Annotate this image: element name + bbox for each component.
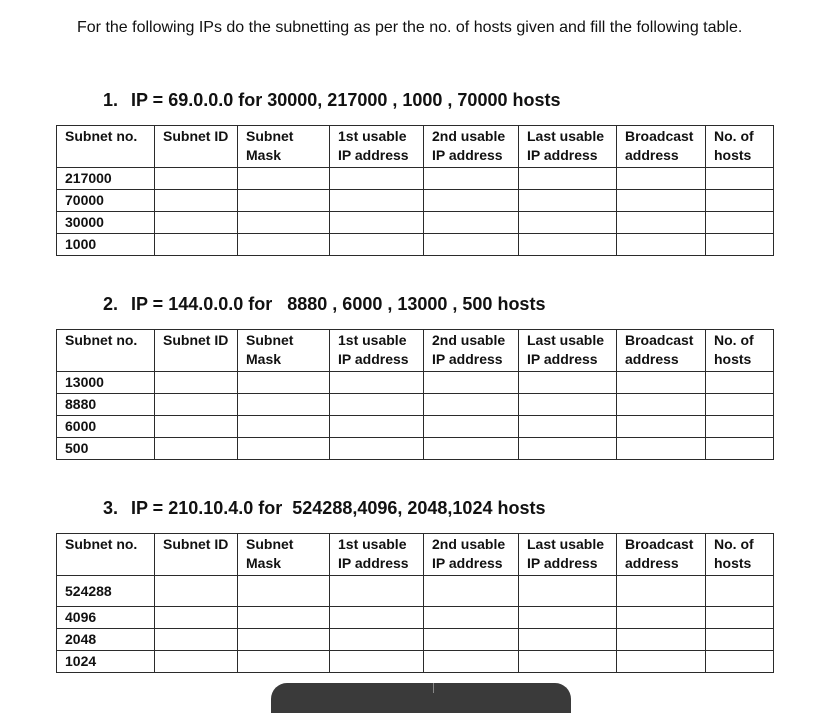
col-subnet-id: Subnet ID: [155, 330, 238, 372]
subnet-no-cell: 1024: [57, 651, 155, 673]
table-row: [57, 651, 774, 673]
table-header-row: [57, 534, 774, 576]
empty-cell[interactable]: [330, 576, 424, 607]
table-header-row: [57, 330, 774, 372]
subnet-no-cell: 30000: [57, 212, 155, 234]
empty-cell[interactable]: [519, 438, 617, 460]
subnet-table-1: [56, 125, 774, 256]
empty-cell[interactable]: [238, 607, 330, 629]
empty-cell[interactable]: [424, 651, 519, 673]
subnet-no-cell: 524288: [57, 576, 155, 607]
question-3-heading: [103, 497, 545, 519]
empty-cell[interactable]: [519, 394, 617, 416]
instruction-text: For the following IPs do the subnetting as per the no. of hosts given and fill the following table.: [77, 19, 743, 36]
col-last-usable: Last usable IP address: [519, 330, 617, 372]
subnet-table-3: [56, 533, 774, 673]
table-row: [57, 234, 774, 256]
empty-cell[interactable]: [617, 234, 706, 256]
empty-cell[interactable]: [330, 416, 424, 438]
col-subnet-id: Subnet ID: [155, 126, 238, 168]
col-subnet-no: Subnet no.: [57, 330, 155, 372]
empty-cell[interactable]: [706, 212, 774, 234]
toolbar-divider: [433, 683, 434, 693]
empty-cell[interactable]: [238, 651, 330, 673]
empty-cell[interactable]: [330, 629, 424, 651]
subnet-no-cell: 6000: [57, 416, 155, 438]
table-row: [57, 394, 774, 416]
empty-cell[interactable]: [706, 234, 774, 256]
empty-cell[interactable]: [155, 168, 238, 190]
subnet-no-cell: 70000: [57, 190, 155, 212]
table-row: [57, 438, 774, 460]
empty-cell[interactable]: [330, 651, 424, 673]
empty-cell[interactable]: [519, 212, 617, 234]
table-row: [57, 576, 774, 607]
empty-cell[interactable]: [330, 438, 424, 460]
col-second-usable: 2nd usable IP address: [424, 126, 519, 168]
col-broadcast: Broadcast address: [617, 534, 706, 576]
empty-cell[interactable]: [238, 438, 330, 460]
empty-cell[interactable]: [706, 651, 774, 673]
empty-cell[interactable]: [238, 416, 330, 438]
col-last-usable: Last usable IP address: [519, 126, 617, 168]
empty-cell[interactable]: [617, 651, 706, 673]
empty-cell[interactable]: [238, 234, 330, 256]
empty-cell[interactable]: [155, 394, 238, 416]
question-number: 3.: [103, 498, 119, 518]
empty-cell[interactable]: [424, 372, 519, 394]
empty-cell[interactable]: [238, 372, 330, 394]
col-first-usable: 1st usable IP address: [330, 534, 424, 576]
empty-cell[interactable]: [519, 234, 617, 256]
col-subnet-mask: Subnet Mask: [238, 330, 330, 372]
empty-cell[interactable]: [155, 190, 238, 212]
table-header-row: [57, 126, 774, 168]
subnet-table-2: [56, 329, 774, 460]
col-subnet-id: Subnet ID: [155, 534, 238, 576]
empty-cell[interactable]: [155, 651, 238, 673]
subnet-no-cell: 4096: [57, 607, 155, 629]
empty-cell[interactable]: [155, 212, 238, 234]
col-first-usable: 1st usable IP address: [330, 330, 424, 372]
empty-cell[interactable]: [519, 416, 617, 438]
col-first-usable: 1st usable IP address: [330, 126, 424, 168]
empty-cell[interactable]: [617, 629, 706, 651]
empty-cell[interactable]: [424, 576, 519, 607]
empty-cell[interactable]: [238, 212, 330, 234]
empty-cell[interactable]: [238, 394, 330, 416]
bottom-toolbar[interactable]: [271, 683, 571, 713]
empty-cell[interactable]: [617, 190, 706, 212]
question-text: IP = 210.10.4.0 for 524288,4096, 2048,1024 hosts: [131, 498, 546, 518]
empty-cell[interactable]: [155, 416, 238, 438]
empty-cell[interactable]: [155, 234, 238, 256]
col-hosts: No. of hosts: [706, 126, 774, 168]
empty-cell[interactable]: [155, 438, 238, 460]
empty-cell[interactable]: [519, 629, 617, 651]
empty-cell[interactable]: [706, 438, 774, 460]
col-second-usable: 2nd usable IP address: [424, 534, 519, 576]
table-row: [57, 372, 774, 394]
empty-cell[interactable]: [617, 607, 706, 629]
col-last-usable: Last usable IP address: [519, 534, 617, 576]
col-broadcast: Broadcast address: [617, 126, 706, 168]
empty-cell[interactable]: [706, 372, 774, 394]
subnet-no-cell: 217000: [57, 168, 155, 190]
empty-cell[interactable]: [706, 576, 774, 607]
empty-cell[interactable]: [617, 438, 706, 460]
question-text: IP = 69.0.0.0 for 30000, 217000 , 1000 , 70000 hosts: [131, 90, 561, 110]
col-subnet-no: Subnet no.: [57, 534, 155, 576]
subnet-no-cell: 1000: [57, 234, 155, 256]
table-row: [57, 190, 774, 212]
empty-cell[interactable]: [238, 168, 330, 190]
empty-cell[interactable]: [519, 576, 617, 607]
question-text: IP = 144.0.0.0 for 8880 , 6000 , 13000 , 500 hosts: [131, 294, 546, 314]
table-row: [57, 168, 774, 190]
empty-cell[interactable]: [706, 190, 774, 212]
empty-cell[interactable]: [706, 394, 774, 416]
col-subnet-mask: Subnet Mask: [238, 534, 330, 576]
col-hosts: No. of hosts: [706, 330, 774, 372]
empty-cell[interactable]: [424, 168, 519, 190]
empty-cell[interactable]: [330, 168, 424, 190]
empty-cell[interactable]: [238, 576, 330, 607]
question-2-heading: [103, 293, 545, 315]
empty-cell[interactable]: [424, 629, 519, 651]
empty-cell[interactable]: [519, 372, 617, 394]
empty-cell[interactable]: [519, 168, 617, 190]
empty-cell[interactable]: [330, 607, 424, 629]
subnet-no-cell: 500: [57, 438, 155, 460]
empty-cell[interactable]: [617, 168, 706, 190]
table-row: [57, 607, 774, 629]
empty-cell[interactable]: [330, 190, 424, 212]
subnet-no-cell: 2048: [57, 629, 155, 651]
empty-cell[interactable]: [617, 394, 706, 416]
empty-cell[interactable]: [155, 372, 238, 394]
table-row: [57, 629, 774, 651]
empty-cell[interactable]: [617, 212, 706, 234]
empty-cell[interactable]: [706, 607, 774, 629]
empty-cell[interactable]: [706, 168, 774, 190]
empty-cell[interactable]: [424, 438, 519, 460]
empty-cell[interactable]: [155, 576, 238, 607]
question-number: 1.: [103, 90, 119, 110]
empty-cell[interactable]: [519, 651, 617, 673]
col-subnet-no: Subnet no.: [57, 126, 155, 168]
empty-cell[interactable]: [330, 212, 424, 234]
subnet-no-cell: 13000: [57, 372, 155, 394]
empty-cell[interactable]: [617, 416, 706, 438]
empty-cell[interactable]: [424, 190, 519, 212]
empty-cell[interactable]: [519, 190, 617, 212]
empty-cell[interactable]: [238, 629, 330, 651]
empty-cell[interactable]: [424, 212, 519, 234]
empty-cell[interactable]: [155, 629, 238, 651]
empty-cell[interactable]: [330, 234, 424, 256]
col-subnet-mask: Subnet Mask: [238, 126, 330, 168]
col-second-usable: 2nd usable IP address: [424, 330, 519, 372]
col-broadcast: Broadcast address: [617, 330, 706, 372]
empty-cell[interactable]: [617, 372, 706, 394]
empty-cell[interactable]: [330, 372, 424, 394]
question-number: 2.: [103, 294, 119, 314]
col-hosts: No. of hosts: [706, 534, 774, 576]
subnet-no-cell: 8880: [57, 394, 155, 416]
empty-cell[interactable]: [330, 394, 424, 416]
empty-cell[interactable]: [617, 576, 706, 607]
empty-cell[interactable]: [424, 416, 519, 438]
empty-cell[interactable]: [424, 607, 519, 629]
table-row: [57, 212, 774, 234]
empty-cell[interactable]: [706, 629, 774, 651]
empty-cell[interactable]: [424, 394, 519, 416]
question-1-heading: [103, 89, 560, 111]
empty-cell[interactable]: [706, 416, 774, 438]
empty-cell[interactable]: [155, 607, 238, 629]
empty-cell[interactable]: [424, 234, 519, 256]
empty-cell[interactable]: [238, 190, 330, 212]
empty-cell[interactable]: [519, 607, 617, 629]
table-row: [57, 416, 774, 438]
